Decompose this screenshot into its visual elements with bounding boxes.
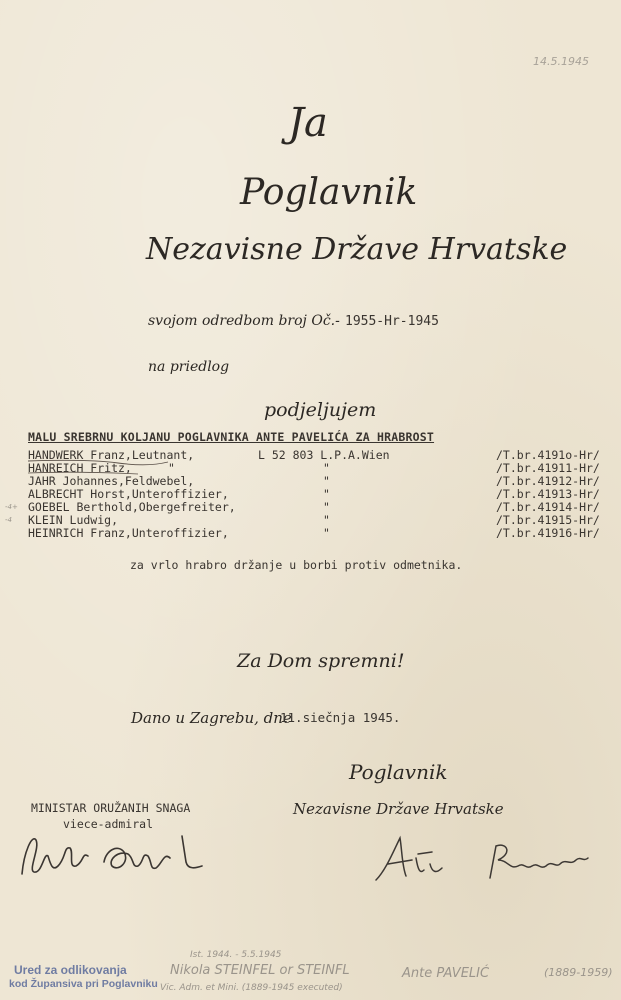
recipient-name: KLEIN Ludwig, (28, 513, 119, 527)
margin-note: -4+ (5, 503, 18, 511)
recipient-ref: /T.br.41912-Hr/ (496, 474, 600, 488)
strike-lines (28, 457, 188, 491)
decree-label: svojom odredbom broj Oč.- (148, 313, 340, 329)
salute: Za Dom spremni! (237, 650, 405, 672)
pencil-note-dates: Ist. 1944. - 5.5.1945 (190, 950, 282, 960)
archive-note: 14.5.1945 (533, 55, 589, 68)
minister-signature (14, 822, 204, 892)
margin-note: -4 (5, 516, 12, 524)
recipient-unit: L 52 803 L.P.A.Wien (258, 448, 390, 462)
recipient-name: JAHR Johannes,Feldwebel, (28, 474, 195, 488)
recipient-unit: " (323, 500, 330, 514)
recipient-name: GOEBEL Berthold,Obergefreiter, (28, 500, 236, 514)
issue-date: 11.siečnja 1945. (280, 710, 401, 725)
proposal-label: na priedlog (148, 359, 230, 375)
recipient-name: HANREICH Fritz, (28, 461, 132, 475)
recipient-unit: " (323, 513, 330, 527)
decree-number: 1955-Hr-1945 (345, 314, 439, 329)
recipient-ref: /T.br.41911-Hr/ (496, 461, 600, 475)
pencil-note-pavelic: Ante PAVELIĆ (402, 966, 490, 981)
recipient-row (28, 513, 618, 526)
heading-ja: Ja (288, 100, 328, 146)
signature-title: Poglavnik (349, 760, 448, 784)
award-verb: podjeljujem (264, 399, 377, 421)
minister-rank: viece-admiral (63, 817, 154, 831)
office-stamp-line1: Ured za odlikovanja (14, 963, 127, 977)
date-label: Dano u Zagrebu, dne (131, 709, 292, 727)
closing-statement: za vrlo hrabro držanje u borbi protiv odmetnika. (130, 558, 463, 572)
ditto-mark: " (168, 461, 175, 475)
recipient-ref: /T.br.41913-Hr/ (496, 487, 600, 501)
recipient-name: ALBRECHT Horst,Unteroffizier, (28, 487, 229, 501)
recipient-ref: /T.br.4191o-Hr/ (496, 448, 600, 462)
minister-title: MINISTAR ORUŽANIH SNAGA (31, 801, 191, 815)
recipient-name: HEINRICH Franz,Unteroffizier, (28, 526, 229, 540)
pencil-note-years: (1889-1959) (544, 966, 613, 979)
recipient-ref: /T.br.41916-Hr/ (496, 526, 600, 540)
pencil-note-minister: Nikola STEINFEL or STEINFL (170, 963, 350, 978)
office-stamp-line2: kod Župansiva pri Poglavniku (9, 978, 158, 990)
recipient-ref: /T.br.41914-Hr/ (496, 500, 600, 514)
signature-state: Nezavisne Države Hrvatske (293, 800, 504, 818)
recipient-unit: " (323, 487, 330, 501)
heading-poglavnik: Poglavnik (240, 172, 418, 213)
recipient-unit: " (323, 461, 330, 475)
heading-state: Nezavisne Države Hrvatske (146, 232, 568, 267)
recipient-unit: " (323, 474, 330, 488)
recipient-row (28, 500, 618, 513)
recipient-row (28, 526, 618, 539)
decoration-name: MALU SREBRNU KOLJANU POGLAVNIKA ANTE PAVELIĆA ZA HRABROST (28, 430, 435, 444)
poglavnik-signature (372, 830, 602, 890)
recipient-name: HANDWERK Franz,Leutnant, (28, 448, 195, 462)
recipient-unit: " (323, 526, 330, 540)
recipient-ref: /T.br.41915-Hr/ (496, 513, 600, 527)
pencil-note-minister-detail: Vic. Adm. et Mini. (1889-1945 executed) (160, 983, 343, 993)
